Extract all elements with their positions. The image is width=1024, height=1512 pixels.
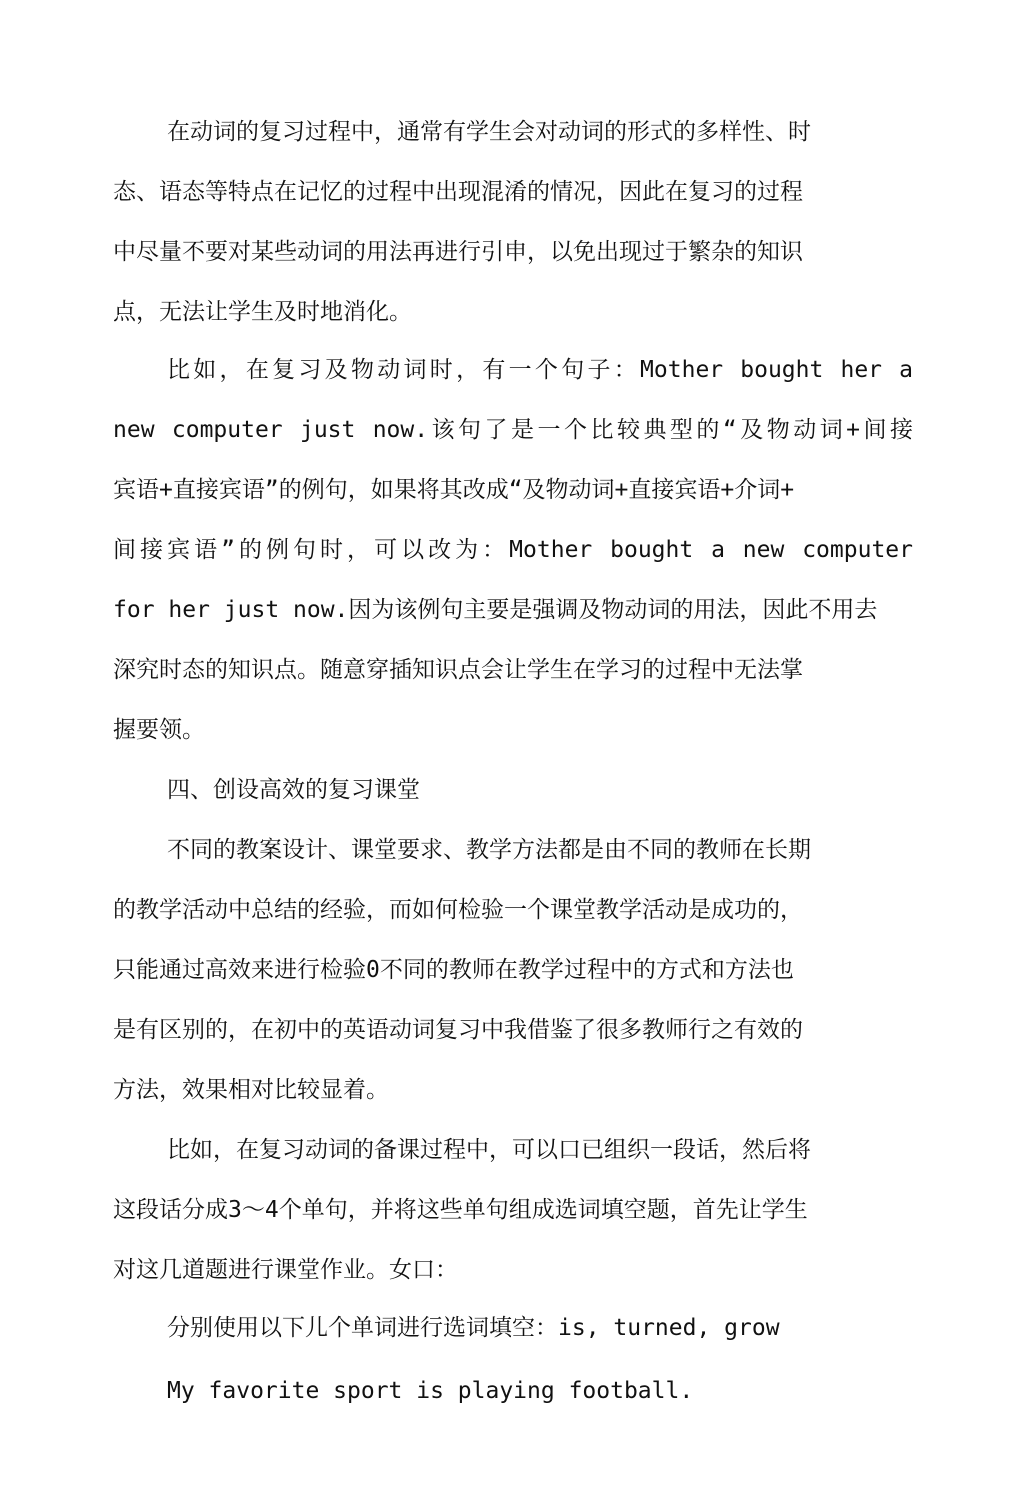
paragraph-line: 宾语+直接宾语”的例句，如果将其改成“及物动词+直接宾语+介词+ bbox=[113, 477, 795, 503]
paragraph-line: 的教学活动中总结的经验，而如何检验一个课堂教学活动是成功的， bbox=[113, 897, 803, 923]
example-sentence: My favorite sport is playing football. bbox=[167, 1378, 694, 1404]
paragraph-line: 方法，效果相对比较显着。 bbox=[113, 1077, 389, 1103]
paragraph-line: 是有区别的，在初中的英语动词复习中我借鉴了很多教师行之有效的 bbox=[113, 1017, 803, 1043]
section-heading: 四、创设高效的复习课堂 bbox=[167, 777, 420, 803]
paragraph-line: 点，无法让学生及时地消化。 bbox=[113, 299, 412, 325]
paragraph-line: 比如，在复习及物动词时，有一个句子：Mother bought her a bbox=[167, 357, 913, 383]
paragraph-line: 态、语态等特点在记忆的过程中出现混淆的情况，因此在复习的过程 bbox=[113, 179, 803, 205]
paragraph-line: 对这几道题进行课堂作业。女口： bbox=[113, 1257, 458, 1283]
paragraph-line: 深究时态的知识点。随意穿插知识点会让学生在学习的过程中无法掌 bbox=[113, 657, 803, 683]
paragraph-line: 不同的教案设计、课堂要求、教学方法都是由不同的教师在长期 bbox=[167, 837, 811, 863]
paragraph-line: 比如，在复习动词的备课过程中，可以口已组织一段话，然后将 bbox=[167, 1137, 811, 1163]
paragraph-line: 间接宾语”的例句时，可以改为：Mother bought a new computer bbox=[113, 537, 913, 563]
paragraph-line: new computer just now.该句了是一个比较典型的“及物动词+间接 bbox=[113, 417, 913, 443]
paragraph-line: 在动词的复习过程中，通常有学生会对动词的形式的多样性、时 bbox=[167, 119, 811, 145]
paragraph-line: 这段话分成3～4个单句，并将这些单句组成选词填空题，首先让学生 bbox=[113, 1197, 808, 1223]
paragraph-line: 握要领。 bbox=[113, 717, 205, 743]
paragraph-line: 只能通过高效来进行检验0不同的教师在教学过程中的方式和方法也 bbox=[113, 957, 794, 983]
paragraph-line: 中尽量不要对某些动词的用法再进行引申，以免出现过于繁杂的知识 bbox=[113, 239, 803, 265]
exercise-instruction: 分别使用以下儿个单词进行选词填空：is, turned, grow bbox=[167, 1315, 780, 1341]
paragraph-line: for her just now.因为该例句主要是强调及物动词的用法，因此不用去 bbox=[113, 597, 878, 623]
